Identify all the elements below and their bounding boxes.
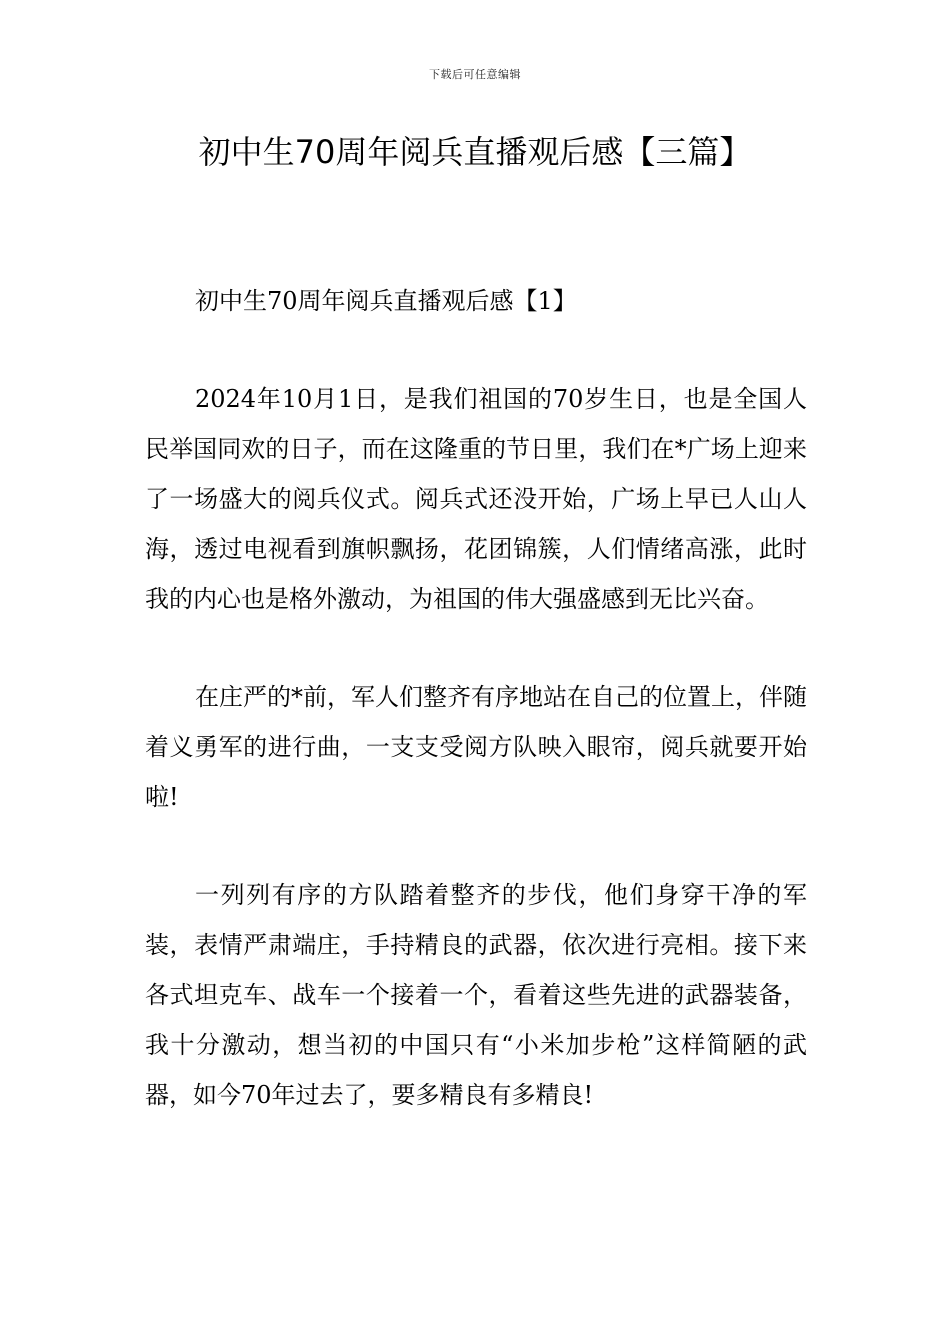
section-title: 初中生70周年阅兵直播观后感【1】 <box>195 287 577 315</box>
header-note: 下载后可任意编辑 <box>429 68 521 81</box>
paragraph-2: 在庄严的*前，军人们整齐有序地站在自己的位置上，伴随着义勇军的进行曲，一支支受阅方队映入眼帘，阅兵就要开始啦! <box>145 683 807 811</box>
spacer <box>145 624 807 672</box>
spacer <box>145 822 807 870</box>
spacer <box>145 326 807 374</box>
document-body <box>145 276 807 1120</box>
document-title: 初中生70周年阅兵直播观后感【三篇】 <box>198 133 752 171</box>
paragraph-1: 2024年10月1日，是我们祖国的70岁生日，也是全国人民举国同欢的日子，而在这隆重的节日里，我们在*广场上迎来了一场盛大的阅兵仪式。阅兵式还没开始，广场上早已人山人海，透过电视看到旗帜飘扬，花团锦簇，人们情绪高涨，此时我的内心也是格外激动，为祖国的伟大强盛感到无比兴奋。 <box>145 385 807 613</box>
paragraph-3: 一列列有序的方队踏着整齐的步伐，他们身穿干净的军装，表情严肃端庄，手持精良的武器，依次进行亮相。接下来各式坦克车、战车一个接着一个，看着这些先进的武器装备，我十分激动，想当初的中国只有“小米加步枪”这样简陋的武器，如今70年过去了，要多精良有多精良! <box>145 881 807 1109</box>
